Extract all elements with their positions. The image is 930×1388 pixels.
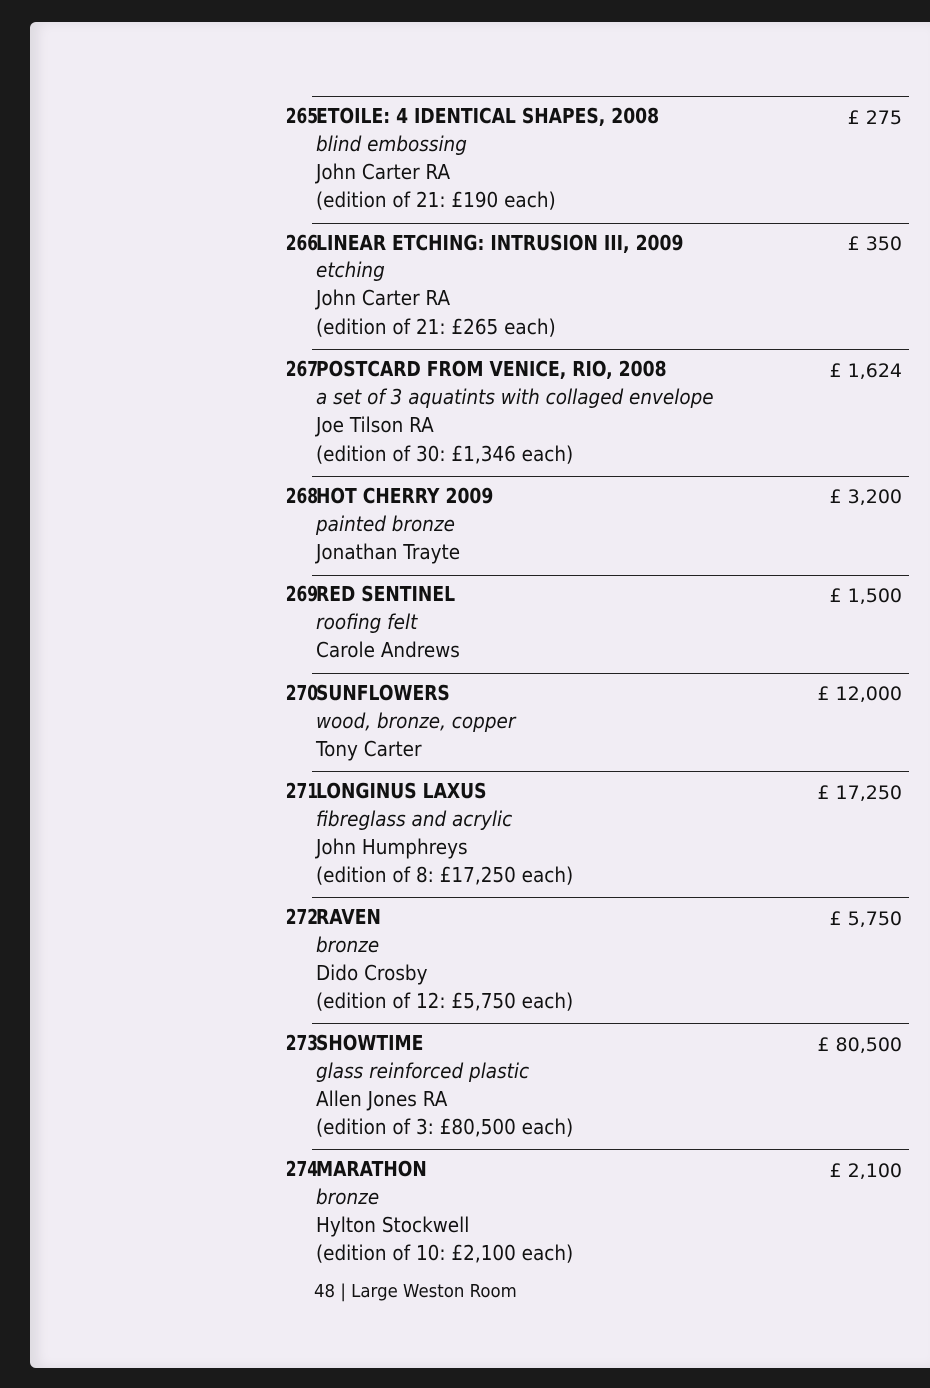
- entry-number: 268: [285, 484, 318, 508]
- page-footer: 48 | Large Weston Room: [314, 1281, 517, 1302]
- entry-divider: [312, 1149, 909, 1150]
- entry-edition: (edition of 8: £17,250 each): [316, 863, 574, 887]
- entry-divider: [312, 349, 909, 350]
- entry-price: £ 5,750: [829, 908, 902, 930]
- entry-divider: [312, 575, 909, 576]
- entry-number: 267: [285, 357, 318, 381]
- entry-price: £ 275: [847, 107, 902, 129]
- entry-number: 270: [285, 681, 318, 705]
- entry-artist: Hylton Stockwell: [316, 1213, 470, 1237]
- entry-artist: Jonathan Trayte: [316, 540, 461, 564]
- entry-divider: [312, 771, 909, 772]
- entry-edition: (edition of 10: £2,100 each): [316, 1241, 574, 1265]
- entry-medium: wood, bronze, copper: [316, 709, 516, 733]
- entry-title: RAVEN: [316, 905, 381, 929]
- entry-divider: [312, 96, 909, 97]
- entry-title: MARATHON: [316, 1157, 427, 1181]
- entry-artist: Joe Tilson RA: [316, 413, 434, 437]
- entry-edition: (edition of 21: £265 each): [316, 315, 556, 339]
- entry-artist: Allen Jones RA: [316, 1087, 448, 1111]
- entry-price: £ 350: [847, 233, 902, 255]
- entry-price: £ 1,624: [829, 360, 902, 382]
- entry-divider: [312, 1023, 909, 1024]
- entry-price: £ 80,500: [817, 1034, 902, 1056]
- entry-price: £ 2,100: [829, 1160, 902, 1182]
- entry-price: £ 12,000: [817, 683, 902, 705]
- entry-number: 271: [285, 779, 318, 803]
- entry-artist: John Humphreys: [316, 835, 468, 859]
- entry-title: ETOILE: 4 IDENTICAL SHAPES, 2008: [316, 104, 660, 128]
- entry-divider: [312, 673, 909, 674]
- entry-medium: bronze: [316, 933, 380, 957]
- entry-number: 274: [285, 1157, 318, 1181]
- entry-price: £ 17,250: [817, 782, 902, 804]
- entry-artist: Dido Crosby: [316, 961, 428, 985]
- catalogue-page: [30, 22, 930, 1368]
- entry-price: £ 3,200: [829, 486, 902, 508]
- entry-title: SUNFLOWERS: [316, 681, 450, 705]
- entry-artist: Tony Carter: [316, 737, 422, 761]
- entry-medium: glass reinforced plastic: [316, 1059, 530, 1083]
- entry-divider: [312, 897, 909, 898]
- entry-title: RED SENTINEL: [316, 582, 456, 606]
- entry-divider: [312, 476, 909, 477]
- entry-medium: a set of 3 aquatints with collaged envelope: [316, 385, 714, 409]
- entry-medium: fibreglass and acrylic: [316, 807, 513, 831]
- entry-medium: etching: [316, 258, 385, 282]
- entry-title: LINEAR ETCHING: INTRUSION III, 2009: [316, 231, 684, 255]
- entry-edition: (edition of 12: £5,750 each): [316, 989, 574, 1013]
- entry-number: 269: [285, 582, 318, 606]
- entry-title: SHOWTIME: [316, 1031, 424, 1055]
- entry-edition: (edition of 30: £1,346 each): [316, 442, 574, 466]
- entry-artist: John Carter RA: [316, 286, 451, 310]
- entry-medium: painted bronze: [316, 512, 455, 536]
- entry-price: £ 1,500: [829, 585, 902, 607]
- entry-artist: John Carter RA: [316, 160, 451, 184]
- entry-medium: bronze: [316, 1185, 380, 1209]
- entry-medium: blind embossing: [316, 132, 467, 156]
- entry-edition: (edition of 3: £80,500 each): [316, 1115, 574, 1139]
- entry-edition: (edition of 21: £190 each): [316, 188, 556, 212]
- entry-title: HOT CHERRY 2009: [316, 484, 494, 508]
- entry-number: 272: [285, 905, 318, 929]
- entry-title: POSTCARD FROM VENICE, RIO, 2008: [316, 357, 667, 381]
- entry-artist: Carole Andrews: [316, 638, 460, 662]
- entry-divider: [312, 223, 909, 224]
- entry-number: 265: [285, 104, 318, 128]
- entry-title: LONGINUS LAXUS: [316, 779, 487, 803]
- entry-number: 273: [285, 1031, 318, 1055]
- entry-number: 266: [285, 231, 318, 255]
- entry-medium: roofing felt: [316, 610, 418, 634]
